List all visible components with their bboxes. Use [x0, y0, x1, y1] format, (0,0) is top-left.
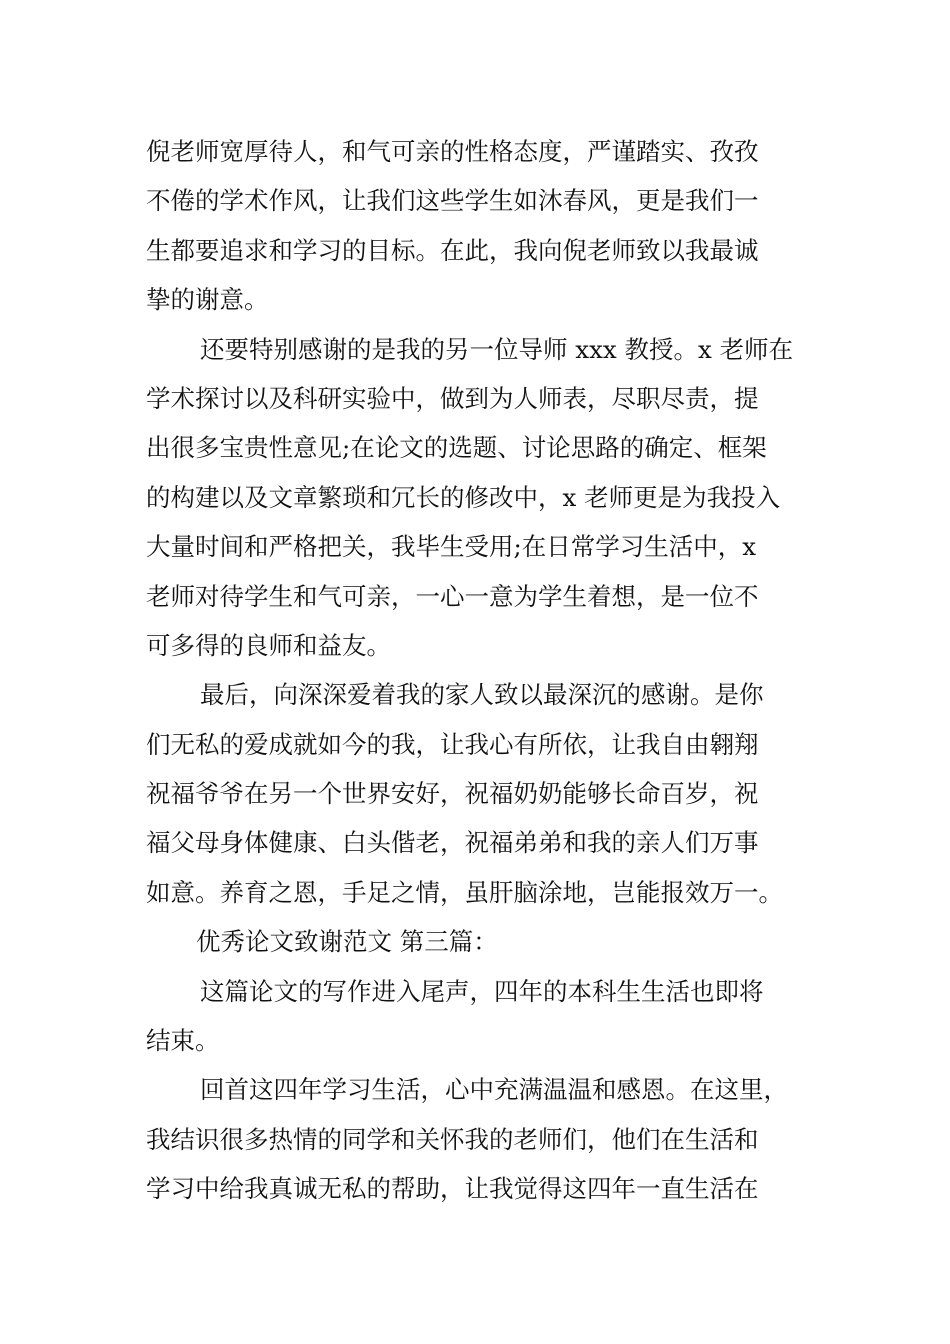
text-line: 老师对待学生和气可亲，一心一意为学生着想，是一位不 [146, 581, 759, 611]
text-line: 我结识很多热情的同学和关怀我的老师们，他们在生活和 [146, 1124, 759, 1154]
text-line: 如意。养育之恩，手足之情，虽肝脑涂地，岂能报效万一。 [146, 877, 783, 907]
paragraph-start-line: 回首这四年学习生活，心中充满温温和感恩。在这里， [200, 1075, 788, 1105]
paragraph-start-line: 还要特别感谢的是我的另一位导师 xxx 教授。x 老师在 [200, 334, 794, 364]
text-line: 结束。 [146, 1026, 220, 1056]
text-line: 福父母身体健康、白头偕老，祝福弟弟和我的亲人们万事 [146, 828, 759, 858]
paragraph-start-line: 最后，向深深爱着我的家人致以最深沉的感谢。是你 [200, 680, 764, 710]
text-line: 学术探讨以及科研实验中，做到为人师表，尽职尽责，提 [146, 383, 759, 413]
text-line: 不倦的学术作风，让我们这些学生如沐春风，更是我们一 [146, 186, 759, 216]
paragraph-start-line: 这篇论文的写作进入尾声，四年的本科生生活也即将 [200, 976, 764, 1006]
text-line: 出很多宝贵性意见;在论文的选题、讨论思路的确定、框架 [146, 433, 767, 463]
text-line: 倪老师宽厚待人，和气可亲的性格态度，严谨踏实、孜孜 [146, 137, 759, 166]
text-line: 生都要追求和学习的目标。在此，我向倪老师致以我最诚 [146, 235, 759, 265]
section-heading: 优秀论文致谢范文 第三篇： [196, 927, 498, 957]
text-line: 的构建以及文章繁琐和冗长的修改中，x 老师更是为我投入 [146, 482, 781, 512]
text-line: 挚的谢意。 [146, 285, 269, 315]
text-line: 祝福爷爷在另一个世界安好，祝福奶奶能够长命百岁，祝 [146, 779, 759, 809]
text-line: 可多得的良师和益友。 [146, 630, 391, 660]
text-line: 学习中给我真诚无私的帮助，让我觉得这四年一直生活在 [146, 1174, 759, 1204]
document-body [146, 127, 826, 1214]
text-line: 们无私的爱成就如今的我，让我心有所依，让我自由翱翔 [146, 729, 759, 759]
text-line: 大量时间和严格把关，我毕生受用;在日常学习生活中，x [146, 532, 757, 562]
